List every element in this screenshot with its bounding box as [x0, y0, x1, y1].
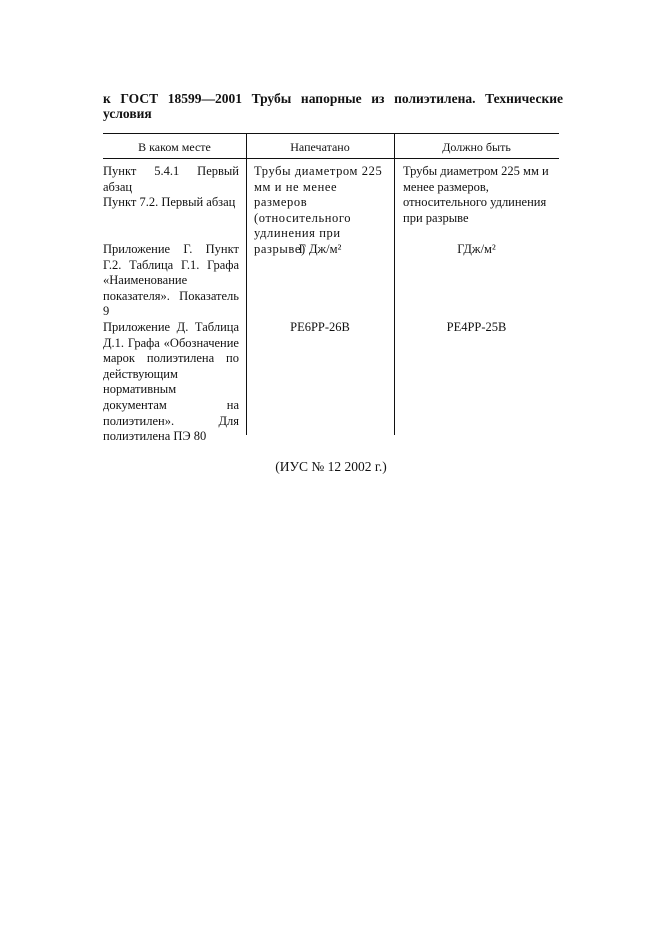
table-cell-printed: Трубы диаметром 225 мм и не менее размеров (относительного удлинения при разрыве) — [254, 164, 383, 256]
table-cell-printed: PE6PP-26B — [290, 320, 350, 334]
table-cell-place: Пункт 5.4.1 Первый абзац — [103, 164, 239, 194]
table-cell-should-be: PE4PP-25B — [446, 320, 507, 334]
table-cell-printed: Г Дж/м² — [298, 242, 342, 256]
table-header-rule — [103, 158, 559, 159]
table-cell-should-be: ГДж/м² — [457, 242, 496, 256]
column-header-should-be: Должно быть — [442, 140, 511, 154]
table-cell-place: Приложение Д. Таблица Д.1. Графа «Обозначение марок полиэтилена по действующим нормативным документам на полиэтилен». Для полиэтилена ПЭ 80 — [103, 320, 239, 444]
table-cell-place: Пункт 7.2. Первый абзац — [103, 195, 236, 209]
column-header-printed: Напечатано — [290, 140, 350, 154]
footer-note: (ИУС № 12 2002 г.) — [275, 459, 387, 474]
page-title: к ГОСТ 18599—2001 Трубы напорные из полиэтилена. Технические условия — [103, 91, 563, 121]
column-header-place: В каком месте — [138, 140, 211, 154]
table-cell-place: Приложение Г. Пункт Г.2. Таблица Г.1. Графа «Наименование показателя». Показатель 9 — [103, 242, 239, 319]
table-top-rule — [103, 133, 559, 134]
column-divider-1 — [246, 133, 247, 435]
column-divider-2 — [394, 133, 395, 435]
table-cell-should-be: Трубы диаметром 225 мм и менее размеров, относительного удлинения при разрыве — [403, 164, 549, 225]
